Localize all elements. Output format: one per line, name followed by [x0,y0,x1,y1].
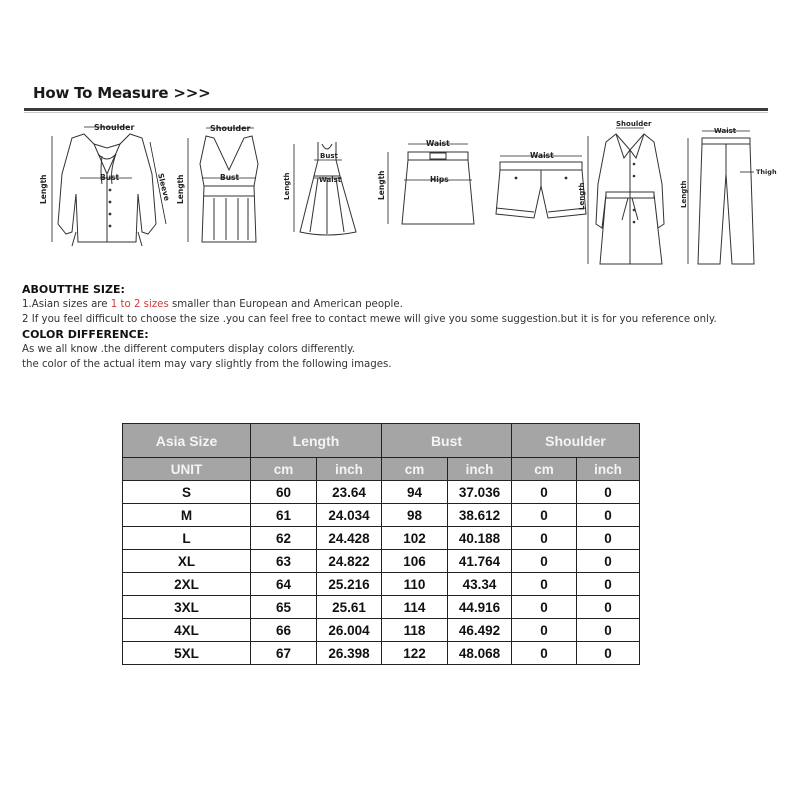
length-cm-cell: 61 [251,504,317,527]
bust-inch-cell: 44.916 [448,596,512,619]
waist-label-5: Waist [530,151,554,160]
skirt-icon [376,114,486,254]
bust-cm-cell: 114 [382,596,448,619]
coat-icon [580,114,680,272]
table-row [123,596,640,619]
bust-cm-cell: 94 [382,481,448,504]
length-inch-cell: 25.61 [317,596,382,619]
hips-label-4: Hips [430,175,449,184]
bust-label-2: Bust [220,173,240,182]
sleeve-label: Sleeve [156,172,172,202]
bust-inch-cell: 43.34 [448,573,512,596]
shoulder-inch-cell: 0 [577,573,640,596]
table-row [123,527,640,550]
note-line-3: As we all know .the different computers display colors differently. [22,344,355,355]
header-rule-shadow [24,112,768,113]
length-label-7: Length [680,180,688,208]
header-shoulder-inch: inch [577,458,640,481]
bust-cm-cell: 122 [382,642,448,665]
header-length-inch: inch [317,458,382,481]
waist-label-3: Waist [319,176,342,184]
header-length: Length [251,424,382,458]
table-row [123,481,640,504]
header-length-cm: cm [251,458,317,481]
blouse-icon [32,114,172,254]
bust-inch-cell: 38.612 [448,504,512,527]
shoulder-inch-cell: 0 [577,619,640,642]
thigh-label-7: Thigh [756,168,777,176]
bust-inch-cell: 48.068 [448,642,512,665]
size-cell: 4XL [123,619,251,642]
bust-inch-cell: 41.764 [448,550,512,573]
table-row [123,642,640,665]
length-cm-cell: 67 [251,642,317,665]
header-bust: Bust [382,424,512,458]
tank-top-icon [174,114,274,254]
note-line-4: the color of the actual item may vary slightly from the following images. [22,359,392,370]
measure-figures [24,114,777,272]
shoulder-inch-cell: 0 [577,481,640,504]
shoulder-cm-cell: 0 [512,642,577,665]
header-rule [24,108,768,111]
shoulder-label-2: Shoulder [210,124,251,133]
shoulder-inch-cell: 0 [577,504,640,527]
blouse-figure [32,114,172,254]
note-line-1-highlight: 1 to 2 sizes [110,299,169,310]
length-inch-cell: 24.034 [317,504,382,527]
size-cell: 5XL [123,642,251,665]
length-inch-cell: 26.398 [317,642,382,665]
length-inch-cell: 25.216 [317,573,382,596]
header-bust-cm: cm [382,458,448,481]
note-line-1 [22,297,782,312]
length-cm-cell: 65 [251,596,317,619]
shoulder-inch-cell: 0 [577,596,640,619]
length-cm-cell: 63 [251,550,317,573]
length-cm-cell: 64 [251,573,317,596]
bust-cm-cell: 110 [382,573,448,596]
length-inch-cell: 23.64 [317,481,382,504]
header-unit: UNIT [123,458,251,481]
note-line-1-post: smaller than European and American people. [168,299,403,310]
shoulder-cm-cell: 0 [512,596,577,619]
length-label: Length [39,174,48,204]
tank-figure [174,114,274,254]
shoulder-inch-cell: 0 [577,642,640,665]
shoulder-label: Shoulder [94,123,135,132]
table-row [123,550,640,573]
shoulder-cm-cell: 0 [512,573,577,596]
length-inch-cell: 26.004 [317,619,382,642]
bust-cm-cell: 102 [382,527,448,550]
table-row [123,573,640,596]
shoulder-cm-cell: 0 [512,527,577,550]
shoulder-inch-cell: 0 [577,527,640,550]
waist-label-4: Waist [426,139,450,148]
bust-inch-cell: 40.188 [448,527,512,550]
bust-label: Bust [100,173,120,182]
group-header-row [123,424,640,458]
note-line-2: 2 If you feel difficult to choose the size .you can feel free to contact mewe will give you some suggestion.but it is for you reference only. [22,314,717,325]
size-cell: L [123,527,251,550]
shoulder-inch-cell: 0 [577,550,640,573]
size-cell: 2XL [123,573,251,596]
length-inch-cell: 24.428 [317,527,382,550]
table-row [123,504,640,527]
length-cm-cell: 62 [251,527,317,550]
shoulder-cm-cell: 0 [512,481,577,504]
unit-header-row [123,458,640,481]
length-label-6: Length [578,182,586,210]
bust-inch-cell: 46.492 [448,619,512,642]
skirt-figure [376,114,486,254]
length-inch-cell: 24.822 [317,550,382,573]
about-size-heading: ABOUTTHE SIZE: [22,283,125,296]
size-cell: M [123,504,251,527]
dress-figure [278,114,378,254]
note-line-1-pre: 1.Asian sizes are [22,299,111,310]
color-difference-heading: COLOR DIFFERENCE: [22,328,149,341]
page-title: How To Measure >>> [33,84,211,102]
bust-cm-cell: 106 [382,550,448,573]
waist-label-7: Waist [714,127,737,135]
bust-inch-cell: 37.036 [448,481,512,504]
length-label-3: Length [283,172,291,200]
shoulder-cm-cell: 0 [512,619,577,642]
size-cell: S [123,481,251,504]
length-cm-cell: 66 [251,619,317,642]
coat-figure [580,114,680,272]
header-shoulder-cm: cm [512,458,577,481]
length-label-2: Length [176,174,185,204]
shoulder-cm-cell: 0 [512,550,577,573]
pants-icon [680,114,784,272]
size-rows [123,481,640,665]
dress-icon [278,114,378,254]
size-notes [22,282,782,372]
length-cm-cell: 60 [251,481,317,504]
table-row [123,619,640,642]
header-shoulder: Shoulder [512,424,640,458]
size-cell: XL [123,550,251,573]
size-cell: 3XL [123,596,251,619]
bust-label-3: Bust [320,152,338,160]
pants-figure [680,114,784,272]
shoulder-label-6: Shoulder [616,120,652,128]
bust-cm-cell: 118 [382,619,448,642]
header-asia-size: Asia Size [123,424,251,458]
header-bust-inch: inch [448,458,512,481]
shoulder-cm-cell: 0 [512,504,577,527]
size-chart-table [122,423,640,665]
bust-cm-cell: 98 [382,504,448,527]
length-label-4: Length [377,170,386,200]
